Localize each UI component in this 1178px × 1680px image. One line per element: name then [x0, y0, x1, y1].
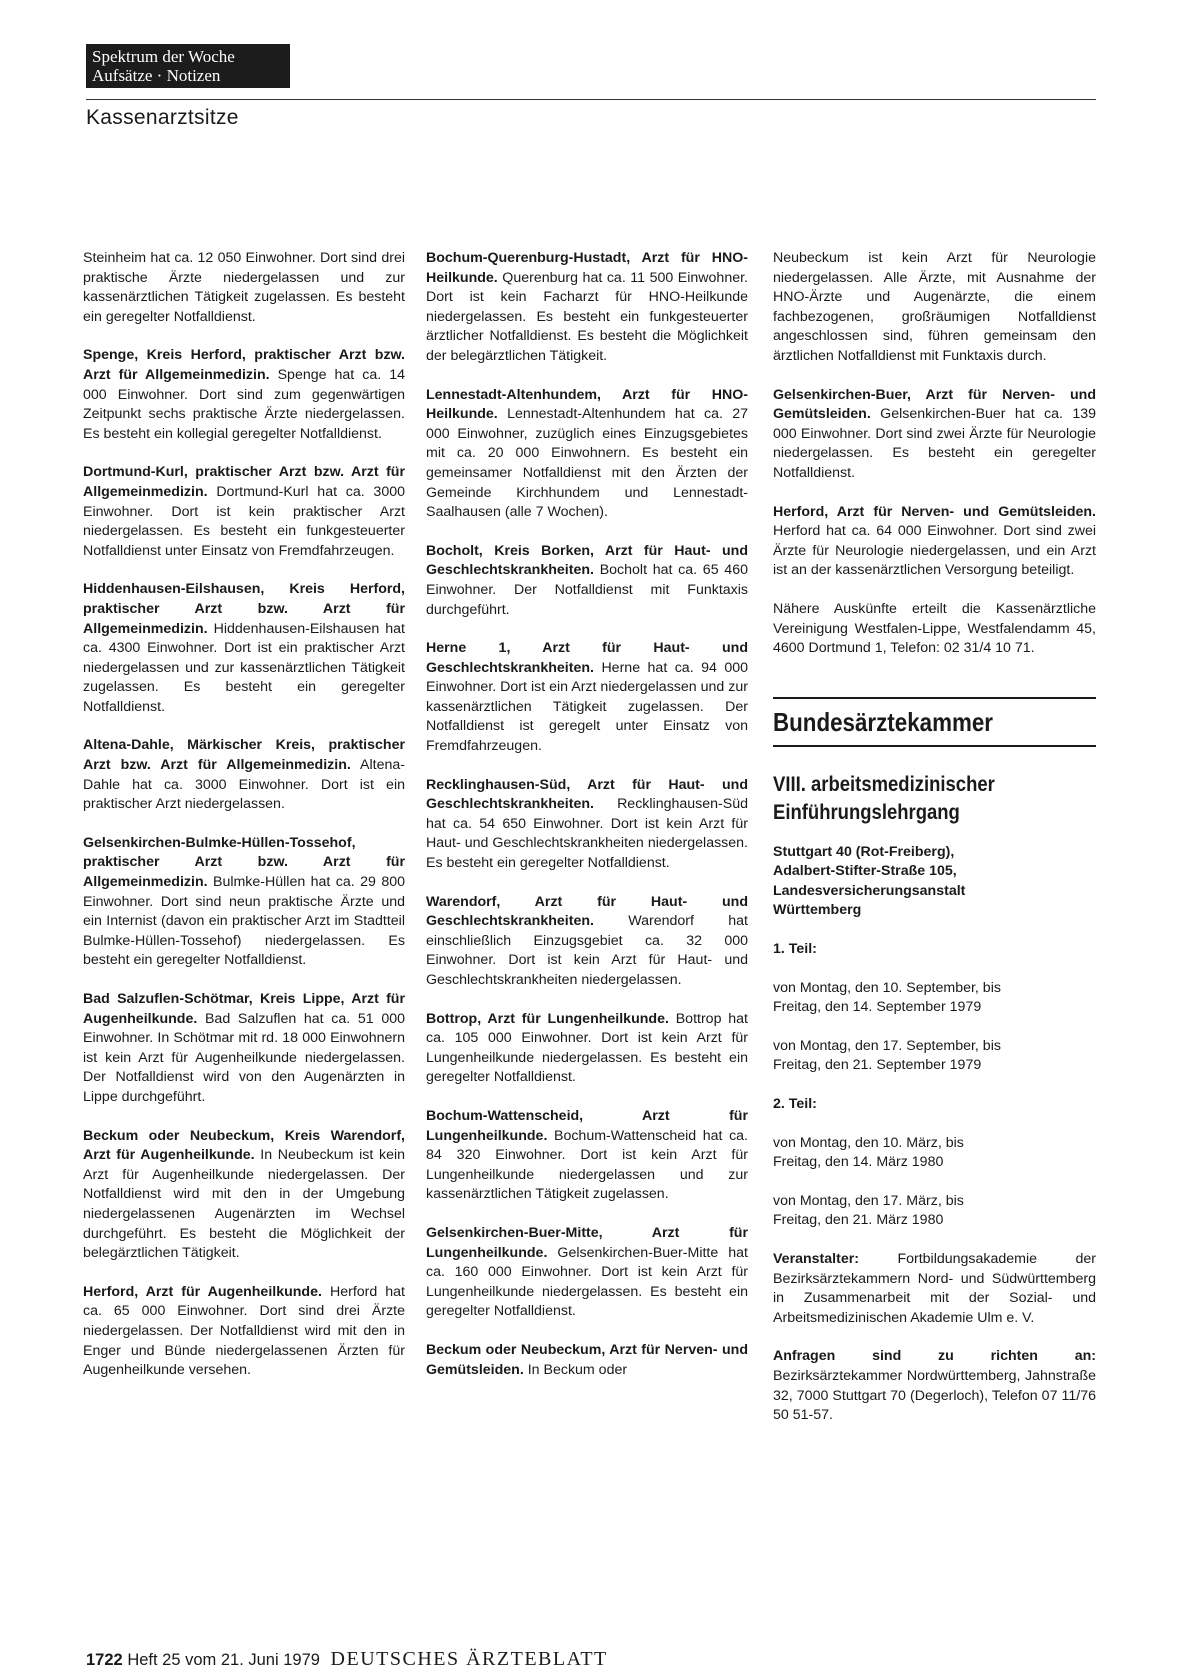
- notice-text: Steinheim hat ca. 12 050 Einwohner. Dort sind drei praktische Ärzte niedergelassen und zur kassenärztlichen Tätigkeit zugelassen. Es besteht ein geregelter Notfalldienst.: [83, 250, 405, 325]
- rubric-line-2: Aufsätze · Notizen: [92, 66, 221, 85]
- part-2-label: 2. Teil:: [773, 1096, 817, 1113]
- notice-text: Herford hat ca. 64 000 Einwohner. Dort sind zwei Ärzte für Neurologie niedergelassen, und ein Arzt ist an der kassenärztlichen Versorgung beteiligt.: [773, 523, 1096, 579]
- notice-heading: Gelsenkirchen-Bulmke-Hüllen-Tossehof, praktischer Arzt bzw. Arzt für Allgemeinmedizin.: [83, 834, 405, 891]
- notice-heading: Dortmund-Kurl, praktischer Arzt bzw. Arzt für Allgemeinmedizin.: [83, 464, 405, 500]
- date-range: [773, 1192, 1096, 1231]
- rubric-box: [86, 44, 290, 88]
- notice-heading: Beckum oder Neubeckum, Arzt für Nerven- und Gemütsleiden.: [426, 1341, 748, 1378]
- notice-heading: Beckum oder Neubeckum, Kreis Warendorf, Arzt für Augenheilkunde.: [83, 1127, 405, 1164]
- organizer-label: Veranstalter:: [773, 1251, 859, 1267]
- journal-name: DEUTSCHES ÄRZTEBLATT: [330, 1648, 608, 1670]
- notice-entry: [426, 1224, 748, 1322]
- notice-entry: [83, 1127, 405, 1264]
- notice-entry: [426, 1010, 748, 1088]
- rubric-line-1: Spektrum der Woche: [92, 47, 235, 66]
- notice-text: Recklinghausen-Süd hat ca. 54 650 Einwohner. Dort ist kein Arzt für Haut- und Geschlechtskrankheiten niedergelassen. Es besteht ein geregelter Notfalldienst.: [426, 796, 748, 872]
- notice-text: Bocholt hat ca. 65 460 Einwohner. Der Notfalldienst mit Funktaxis durchgeführt.: [426, 562, 748, 618]
- notice-entry: [773, 249, 1096, 367]
- date-range: [773, 979, 1096, 1018]
- date-line: Freitag, den 14. März 1980: [773, 1154, 944, 1171]
- notice-entry: [83, 990, 405, 1108]
- notice-entry: [426, 249, 748, 367]
- venue-line: Landesversicherungsanstalt: [773, 882, 966, 899]
- notice-heading: Recklinghausen-Süd, Arzt für Haut- und Geschlechtskrankheiten.: [426, 776, 748, 813]
- notice-text: Bulmke-Hüllen hat ca. 29 800 Einwohner. Dort sind neun praktische Ärzte und ein Internist (davon ein praktischer Arzt im Stadtteil Bulmke-Hüllen-Tossehof) niedergelassen. Es besteht ein geregelter Notfalldienst.: [83, 874, 405, 969]
- notice-entry: [426, 893, 748, 991]
- header-rule: [86, 99, 1096, 100]
- notice-entry: [426, 1107, 748, 1205]
- venue-line: Adalbert-Stifter-Straße 105,: [773, 863, 957, 880]
- notice-entry: [83, 834, 405, 971]
- notice-heading: Gelsenkirchen-Buer, Arzt für Nerven- und Gemütsleiden.: [773, 386, 1096, 423]
- date-line: von Montag, den 10. März, bis: [773, 1134, 964, 1151]
- notice-entry: [83, 463, 405, 561]
- notice-text: Hiddenhausen-Eilshausen hat ca. 4300 Einwohner. Dort ist ein praktischer Arzt niedergelassen und zur kassenärztlichen Tätigkeit zugelassen. Es besteht ein geregelter Notfalldienst.: [83, 620, 405, 715]
- column-2: [426, 249, 748, 1399]
- notice-text: Bad Salzuflen hat ca. 51 000 Einwohner. In Schötmar mit rd. 18 000 Einwohnern ist kein Arzt für Augenheilkunde niedergelassen. Der Notfalldienst wird von den Augenärzten in Lippe durchgeführt.: [83, 1010, 405, 1105]
- notice-entry: [83, 1283, 405, 1381]
- notice-text: Gelsenkirchen-Buer hat ca. 139 000 Einwohner. Dort sind zwei Ärzte für Neurologie niedergelassen. Es besteht ein geregelter Notfalldienst.: [773, 406, 1096, 481]
- notice-heading: Bochum-Querenburg-Hustadt, Arzt für HNO-Heilkunde.: [426, 250, 748, 286]
- organizer-text: Fortbildungsakademie der Bezirksärztekammern Nord- und Südwürttemberg in Zusammenarbeit mit der Sozial- und Arbeitsmedizinischen Akademie Ulm e. V.: [773, 1251, 1096, 1326]
- date-range: [773, 1134, 1096, 1173]
- date-range: [773, 1037, 1096, 1076]
- bundesaerztekammer-heading: Bundesärztekammer: [773, 706, 993, 737]
- notice-text: Herne hat ca. 94 000 Einwohner. Dort ist ein Arzt niedergelassen und zur kassenärztlichen Tätigkeit zugelassen. Der Notfalldienst ist geregelt unter Einsatz von Fremdfahrzeugen.: [426, 659, 748, 755]
- venue: [773, 843, 1096, 921]
- date-line: Freitag, den 21. September 1979: [773, 1057, 982, 1074]
- issue-info: Heft 25 vom 21. Juni 1979: [127, 1651, 320, 1669]
- notice-text: Bottrop hat ca. 105 000 Einwohner. Dort ist kein Arzt für Lungenheilkunde niedergelassen. Es besteht ein geregelter Notfalldienst.: [426, 1010, 748, 1086]
- notice-text: Neubeckum ist kein Arzt für Neurologie niedergelassen. Alle Ärzte, mit Ausnahme der HNO-Ärzte und Augenärzte, die einem fachbezogenen, großräumigen Notfalldienst angeschlossen sind, führen gemeinsam den ärztlichen Notfalldienst mit Funktaxis durch.: [773, 250, 1096, 364]
- notice-heading: Herne 1, Arzt für Haut- und Geschlechtskrankheiten.: [426, 640, 748, 676]
- section-rule-bottom: [773, 745, 1096, 747]
- notice-heading: Spenge, Kreis Herford, praktischer Arzt bzw. Arzt für Allgemeinmedizin.: [83, 347, 405, 383]
- notice-text: Nähere Auskünfte erteilt die Kassenärztliche Vereinigung Westfalen-Lippe, Westfalendamm 45, 4600 Dortmund 1, Telefon: 02 31/4 10 71.: [773, 600, 1096, 657]
- date-line: Freitag, den 21. März 1980: [773, 1212, 944, 1229]
- date-line: Freitag, den 14. September 1979: [773, 999, 982, 1016]
- notice-entry: [83, 346, 405, 444]
- section-rule-top: [773, 697, 1096, 699]
- notice-text: Herford hat ca. 65 000 Einwohner. Dort sind drei Ärzte niedergelassen. Der Notfalldienst wird mit den in Enger und Bünde niedergelassenen Ärzten für Augenheilkunde versehen.: [83, 1283, 405, 1379]
- date-line: von Montag, den 10. September, bis: [773, 979, 1001, 996]
- inquiries-label: Anfragen sind zu richten an:: [773, 1348, 1096, 1365]
- notice-heading: Gelsenkirchen-Buer-Mitte, Arzt für Lungenheilkunde.: [426, 1224, 748, 1261]
- notice-text: In Beckum oder: [527, 1361, 628, 1378]
- notice-entry: [83, 249, 405, 327]
- inquiries: [773, 1347, 1096, 1425]
- notice-heading: Lennestadt-Altenhundem, Arzt für HNO-Heilkunde.: [426, 386, 748, 423]
- notice-entry: [426, 1341, 748, 1380]
- course-title-line-1: VIII. arbeitsmedizinischer: [773, 772, 995, 796]
- date-line: von Montag, den 17. März, bis: [773, 1192, 964, 1209]
- notice-entry: [426, 542, 748, 620]
- notice-entry: [426, 386, 748, 523]
- notice-heading: Herford, Arzt für Augenheilkunde.: [83, 1283, 322, 1300]
- notice-entry: [426, 639, 748, 757]
- venue-line: Württemberg: [773, 902, 862, 919]
- notice-entry: [83, 736, 405, 814]
- contact-note: [773, 600, 1096, 659]
- course-title-line-2: Einführungslehrgang: [773, 800, 960, 824]
- notice-heading: Herford, Arzt für Nerven- und Gemütsleiden.: [773, 503, 1096, 520]
- notice-text: In Neubeckum ist kein Arzt für Augenheilkunde niedergelassen. Der Notfalldienst wird mit den in der Umgebung niedergelassenen Augenärzten im Wechsel durchgeführt. Es besteht die Möglichkeit der belegärztlichen Tätigkeit.: [83, 1147, 405, 1262]
- notice-text: Dortmund-Kurl hat ca. 3000 Einwohner. Dort ist kein praktischer Arzt niedergelassen. Es besteht ein funkgesteuerter Notfalldienst unter Einsatz von Fremdfahrzeugen.: [83, 483, 405, 559]
- notice-entry: [773, 386, 1096, 484]
- notice-text: Spenge hat ca. 14 000 Einwohner. Dort sind zum gegenwärtigen Zeitpunkt sechs praktische Ärzte niedergelassen. Es besteht ein kollegial geregelter Notfalldienst.: [83, 366, 405, 442]
- notice-text: Bochum-Wattenscheid hat ca. 84 320 Einwohner. Dort ist kein Arzt für Lungenheilkunde niedergelassen und zur kassenärztlichen Tätigkeit zugelassen.: [426, 1127, 748, 1203]
- notice-heading: Bochum-Wattenscheid, Arzt für Lungenheilkunde.: [426, 1107, 748, 1144]
- notice-heading: Bocholt, Kreis Borken, Arzt für Haut- und Geschlechtskrankheiten.: [426, 542, 748, 579]
- notice-entry: [426, 776, 748, 874]
- section-title: Kassenarztsitze: [86, 106, 239, 129]
- notice-heading: Hiddenhausen-Eilshausen, Kreis Herford, praktischer Arzt bzw. Arzt für Allgemeinmedizin.: [83, 581, 405, 637]
- date-line: von Montag, den 17. September, bis: [773, 1037, 1001, 1054]
- column-3: [773, 249, 1096, 1445]
- notice-heading: Bottrop, Arzt für Lungenheilkunde.: [426, 1010, 669, 1027]
- notice-heading: Altena-Dahle, Märkischer Kreis, praktischer Arzt bzw. Arzt für Allgemeinmedizin.: [83, 737, 405, 774]
- notice-heading: Bad Salzuflen-Schötmar, Kreis Lippe, Arzt für Augenheilkunde.: [83, 991, 405, 1027]
- column-1: [83, 249, 405, 1400]
- organizer: [773, 1250, 1096, 1328]
- notice-entry: [773, 503, 1096, 581]
- part-1-label: 1. Teil:: [773, 941, 817, 958]
- course-title: [773, 771, 1057, 827]
- notice-text: Warendorf hat einschließlich Einzugsgebiet ca. 32 000 Einwohner. Dort ist kein Arzt für Haut- und Geschlechtskrankheiten niedergelassen.: [426, 913, 748, 988]
- notice-text: Gelsenkirchen-Buer-Mitte hat ca. 160 000 Einwohner. Dort ist kein Arzt für Lungenheilkunde niedergelassen. Es besteht ein geregelter Notfalldienst.: [426, 1244, 748, 1320]
- venue-line: Stuttgart 40 (Rot-Freiberg),: [773, 843, 955, 860]
- notice-text: Altena-Dahle hat ca. 3000 Einwohner. Dort ist ein praktischer Arzt niedergelassen.: [83, 757, 405, 813]
- notice-text: Querenburg hat ca. 11 500 Einwohner. Dort ist kein Facharzt für HNO-Heilkunde niedergelassen. Es besteht ein funkgesteuerter ärztlicher Notfalldienst. Es besteht die Möglichkeit der belegärztlichen Tätigkeit.: [426, 269, 748, 364]
- inquiries-text: Bezirksärztekammer Nordwürttemberg, Jahnstraße 32, 7000 Stuttgart 70 (Degerloch), Telefon 07 11/76 50 51-57.: [773, 1367, 1096, 1424]
- page-footer: [86, 1648, 608, 1671]
- notice-heading: Warendorf, Arzt für Haut- und Geschlechtskrankheiten.: [426, 893, 748, 930]
- notice-entry: [83, 580, 405, 717]
- page-number: 1722: [86, 1651, 123, 1669]
- notice-text: Lennestadt-Altenhundem hat ca. 27 000 Einwohner, zuzüglich eines Einzugsgebietes mit ca. 20 000 Einwohnern. Es besteht ein gemeinsamer Notfalldienst mit den Ärzten der Gemeinde Kirchhundem und Lennestadt-Saalhausen (alle 7 Wochen).: [426, 406, 748, 521]
